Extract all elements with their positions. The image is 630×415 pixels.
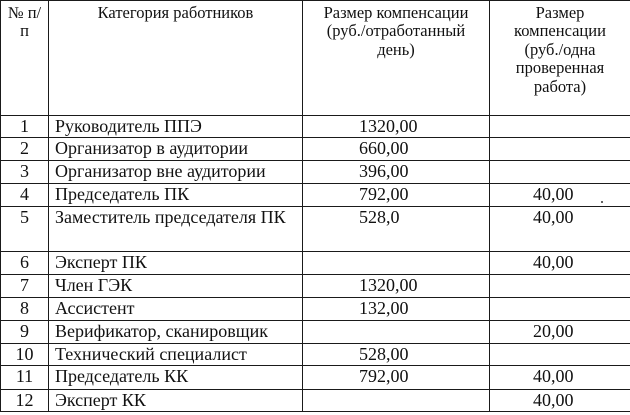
row-category: Председатель КК [49, 366, 303, 389]
row-per-day: 792,00 [303, 183, 490, 206]
row-category: Заместитель председателя ПК [49, 206, 303, 251]
row-number: 7 [1, 275, 49, 297]
row-number: 6 [1, 252, 49, 275]
row-category: Ассистент [49, 297, 303, 320]
row-number: 3 [1, 161, 49, 183]
row-category: Эксперт ПК [49, 252, 303, 275]
row-per-day [303, 389, 490, 411]
row-number: 2 [1, 138, 49, 161]
row-per-day: 792,00 [303, 366, 490, 389]
row-number: 1 [1, 116, 49, 138]
header-row [1, 1, 630, 116]
row-per-day: 1320,00 [303, 116, 490, 138]
row-category: Организатор в аудитории [49, 138, 303, 161]
row-per-work: 40,00 [490, 252, 630, 275]
row-per-work [490, 275, 630, 297]
row-category: Технический специалист [49, 344, 303, 366]
header-category: Категория работников [49, 1, 303, 116]
row-category: Член ГЭК [49, 275, 303, 297]
row-per-day: 132,00 [303, 297, 490, 320]
row-per-day [303, 252, 490, 275]
table-row [1, 206, 630, 251]
table-row [1, 320, 630, 343]
row-category: Эксперт КК [49, 389, 303, 411]
row-per-work [490, 116, 630, 138]
row-per-work [490, 297, 630, 320]
row-per-work: 40,00 [490, 206, 630, 251]
row-per-day: 528,00 [303, 344, 490, 366]
table-row [1, 366, 630, 389]
row-category: Председатель ПК [49, 183, 303, 206]
row-per-work: 40,00 [490, 389, 630, 411]
header-per-day: Размер компенсации (руб./отработанный день) [303, 1, 490, 116]
table-row [1, 297, 630, 320]
row-number: 11 [1, 366, 49, 389]
row-per-day: 528,0 [303, 206, 490, 251]
row-category: Руководитель ППЭ [49, 116, 303, 138]
row-number: 5 [1, 206, 49, 251]
row-per-day: 1320,00 [303, 275, 490, 297]
row-number: 8 [1, 297, 49, 320]
row-category: Верификатор, сканировщик [49, 320, 303, 343]
table-row [1, 252, 630, 275]
table-row [1, 344, 630, 366]
row-number: 12 [1, 389, 49, 411]
row-per-work [490, 161, 630, 183]
row-per-day: 660,00 [303, 138, 490, 161]
row-number: 9 [1, 320, 49, 343]
row-per-day: 396,00 [303, 161, 490, 183]
scan-speck [601, 201, 603, 203]
row-category: Организатор вне аудитории [49, 161, 303, 183]
row-number: 4 [1, 183, 49, 206]
row-per-work: 20,00 [490, 320, 630, 343]
table-row [1, 161, 630, 183]
row-per-day [303, 320, 490, 343]
table-row [1, 138, 630, 161]
table-row [1, 116, 630, 138]
row-per-work: 40,00 [490, 183, 630, 206]
row-per-work [490, 138, 630, 161]
table-row [1, 183, 630, 206]
table-row [1, 389, 630, 411]
row-per-work: 40,00 [490, 366, 630, 389]
table-row [1, 275, 630, 297]
header-number: № п/п [1, 1, 49, 116]
header-per-work: Размер компенсации (руб./одна проверенная работа) [490, 1, 630, 116]
row-per-work [490, 344, 630, 366]
row-number: 10 [1, 344, 49, 366]
